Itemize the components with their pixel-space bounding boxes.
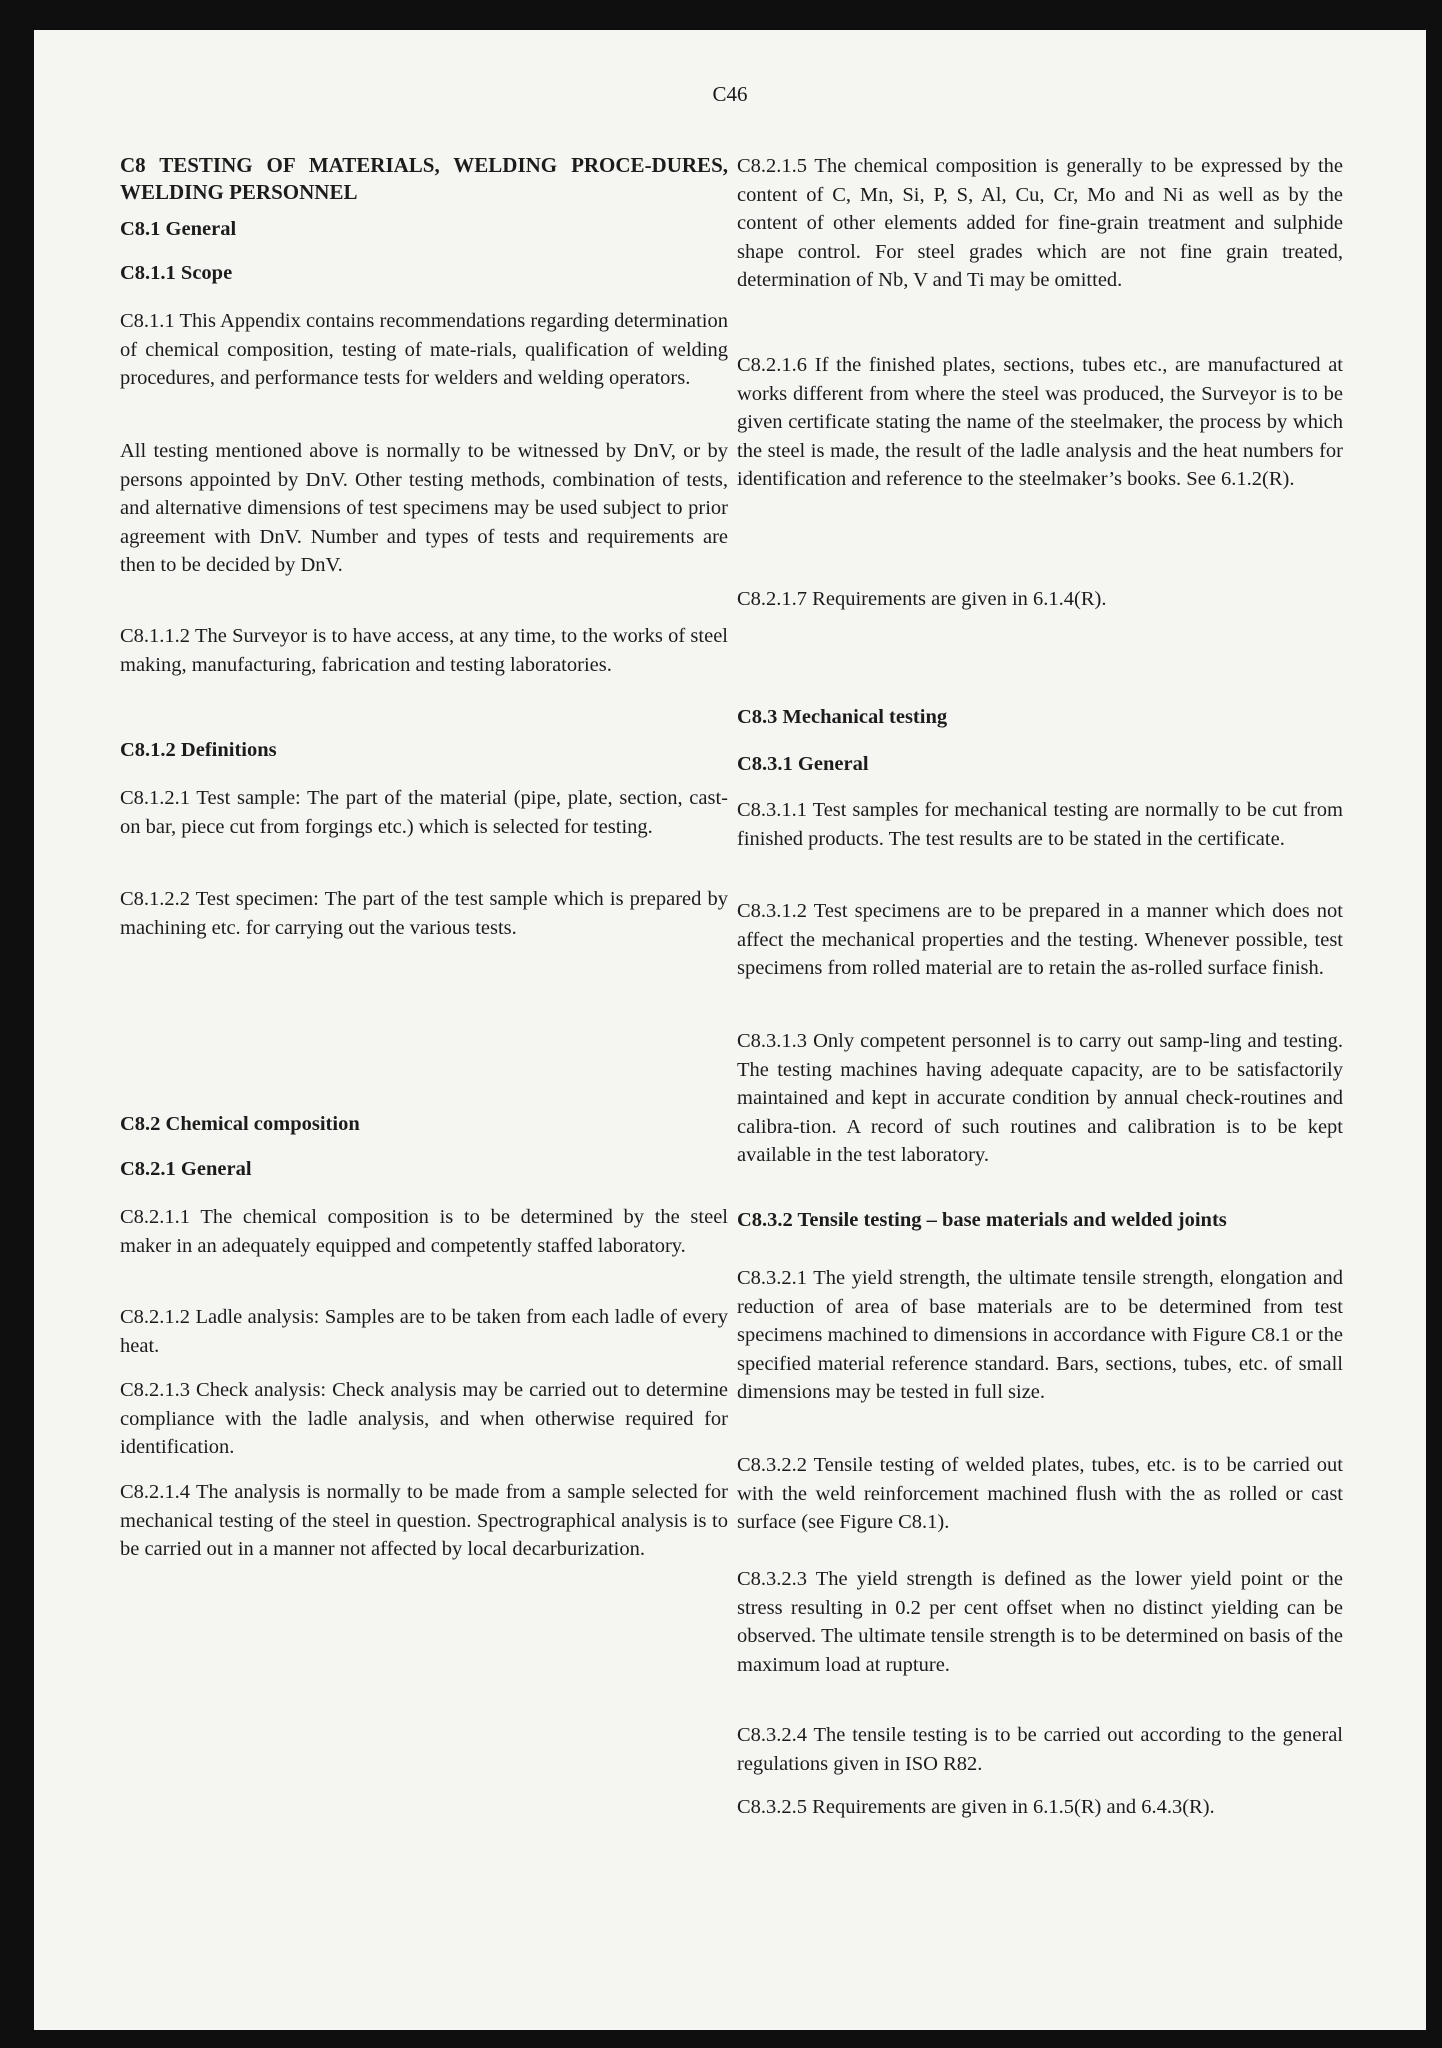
- paragraph-c8-3-2-1: C8.3.2.1 The yield strength, the ultimate tensile strength, elongation and reduction of area of base materials are to be determined from test specimens machined to dimensions in accordance with Figure C8.1 or the specified material reference standard. Bars, sections, tubes, etc. of small dimensions may be tested in full size.: [737, 1267, 1343, 1403]
- heading-c8-2: C8.2 Chemical composition: [120, 1113, 360, 1135]
- paragraph-c8-1-1-2: C8.1.1.2 The Surveyor is to have access, at any time, to the works of steel making, manufacturing, fabrication and testing laboratories.: [120, 625, 728, 676]
- paragraph-c8-3-2-3: C8.3.2.3 The yield strength is defined as the lower yield point or the stress resulting in 0.2 per cent offset when no distinct yielding can be observed. The ultimate tensile strength is to be determined on basis of the maximum load at rupture.: [737, 1568, 1343, 1676]
- paragraph-c8-2-1-2: C8.2.1.2 Ladle analysis: Samples are to be taken from each ladle of every heat.: [120, 1306, 728, 1357]
- paragraph-c8-2-1-6: C8.2.1.6 If the finished plates, sections, tubes etc., are manufactured at works different from where the steel was produced, the Surveyor is to be given certificate stating the name of the steelmaker, the process by which the steel is made, the result of the ladle analysis and the heat numbers for identification and reference to the steelmaker’s books. See 6.1.2(R).: [737, 354, 1343, 490]
- paragraph-c8-1-2-1: C8.1.2.1 Test sample: The part of the material (pipe, plate, section, cast-on bar, piece cut from forgings etc.) which is selected for testing.: [120, 787, 728, 838]
- heading-c8-1-2: C8.1.2 Definitions: [120, 739, 277, 761]
- heading-c8-3: C8.3 Mechanical testing: [737, 706, 948, 728]
- heading-c8-1: C8.1 General: [120, 218, 237, 240]
- document-sheet: [34, 30, 1426, 2030]
- page-number: C46: [712, 82, 748, 106]
- section-title-c8: C8 TESTING OF MATERIALS, WELDING PROCE-DURES, WELDING PERSONNEL: [120, 153, 728, 204]
- paragraph-c8-2-1-4: C8.2.1.4 The analysis is normally to be made from a sample selected for mechanical testing of the steel in question. Spectrographical analysis is to be carried out in a manner not affected by local decarburization.: [120, 1481, 728, 1560]
- paragraph-c8-3-2-4: C8.3.2.4 The tensile testing is to be carried out according to the general regulations given in ISO R82.: [737, 1724, 1343, 1775]
- heading-c8-1-1: C8.1.1 Scope: [120, 262, 233, 284]
- paragraph-c8-3-1-3: C8.3.1.3 Only competent personnel is to carry out samp-ling and testing. The testing machines having adequate capacity, are to be satisfactorily maintained and kept in accurate condition by annual check-routines and calibra-tion. A record of such routines and calibration is to be kept available in the test laboratory.: [737, 1030, 1343, 1166]
- paragraph-c8-1-1-1: C8.1.1 This Appendix contains recommendations regarding determination of chemical composition, testing of mate-rials, qualification of welding procedures, and performance tests for welders and welding operators.: [120, 310, 728, 389]
- heading-c8-2-1: C8.2.1 General: [120, 1158, 252, 1180]
- paragraph-c8-2-1-1: C8.2.1.1 The chemical composition is to be determined by the steel maker in an adequately equipped and competently staffed laboratory.: [120, 1206, 728, 1257]
- paragraph-c8-1-2-2: C8.1.2.2 Test specimen: The part of the test sample which is prepared by machining etc. for carrying out the various tests.: [120, 888, 728, 939]
- paragraph-c8-2-1-7: C8.2.1.7 Requirements are given in 6.1.4(R).: [737, 588, 1107, 610]
- heading-c8-3-2: C8.3.2 Tensile testing – base materials and welded joints: [737, 1209, 1227, 1231]
- paragraph-all-testing: All testing mentioned above is normally to be witnessed by DnV, or by persons appointed by DnV. Other testing methods, combination of tests, and alternative dimensions of test specimens may be used subject to prior agreement with DnV. Number and types of tests and requirements are then to be decided by DnV.: [120, 440, 728, 576]
- paragraph-c8-3-2-5: C8.3.2.5 Requirements are given in 6.1.5(R) and 6.4.3(R).: [737, 1796, 1215, 1818]
- paragraph-c8-3-1-2: C8.3.1.2 Test specimens are to be prepared in a manner which does not affect the mechanical properties and the testing. Whenever possible, test specimens from rolled material are to retain the as-rolled surface finish.: [737, 900, 1343, 979]
- paragraph-c8-3-1-1: C8.3.1.1 Test samples for mechanical testing are normally to be cut from finished products. The test results are to be stated in the certificate.: [737, 799, 1343, 850]
- paragraph-c8-2-1-5: C8.2.1.5 The chemical composition is generally to be expressed by the content of C, Mn, Si, P, S, Al, Cu, Cr, Mo and Ni as well as by the content of other elements added for fine-grain treatment and sulphide shape control. For steel grades which are not fine grain treated, determination of Nb, V and Ti may be omitted.: [737, 155, 1343, 291]
- heading-c8-3-1: C8.3.1 General: [737, 753, 869, 775]
- paragraph-c8-2-1-3: C8.2.1.3 Check analysis: Check analysis may be carried out to determine compliance with the ladle analysis, and when otherwise required for identification.: [120, 1379, 728, 1458]
- paragraph-c8-3-2-2: C8.3.2.2 Tensile testing of welded plates, tubes, etc. is to be carried out with the weld reinforcement machined flush with the as rolled or cast surface (see Figure C8.1).: [737, 1454, 1343, 1533]
